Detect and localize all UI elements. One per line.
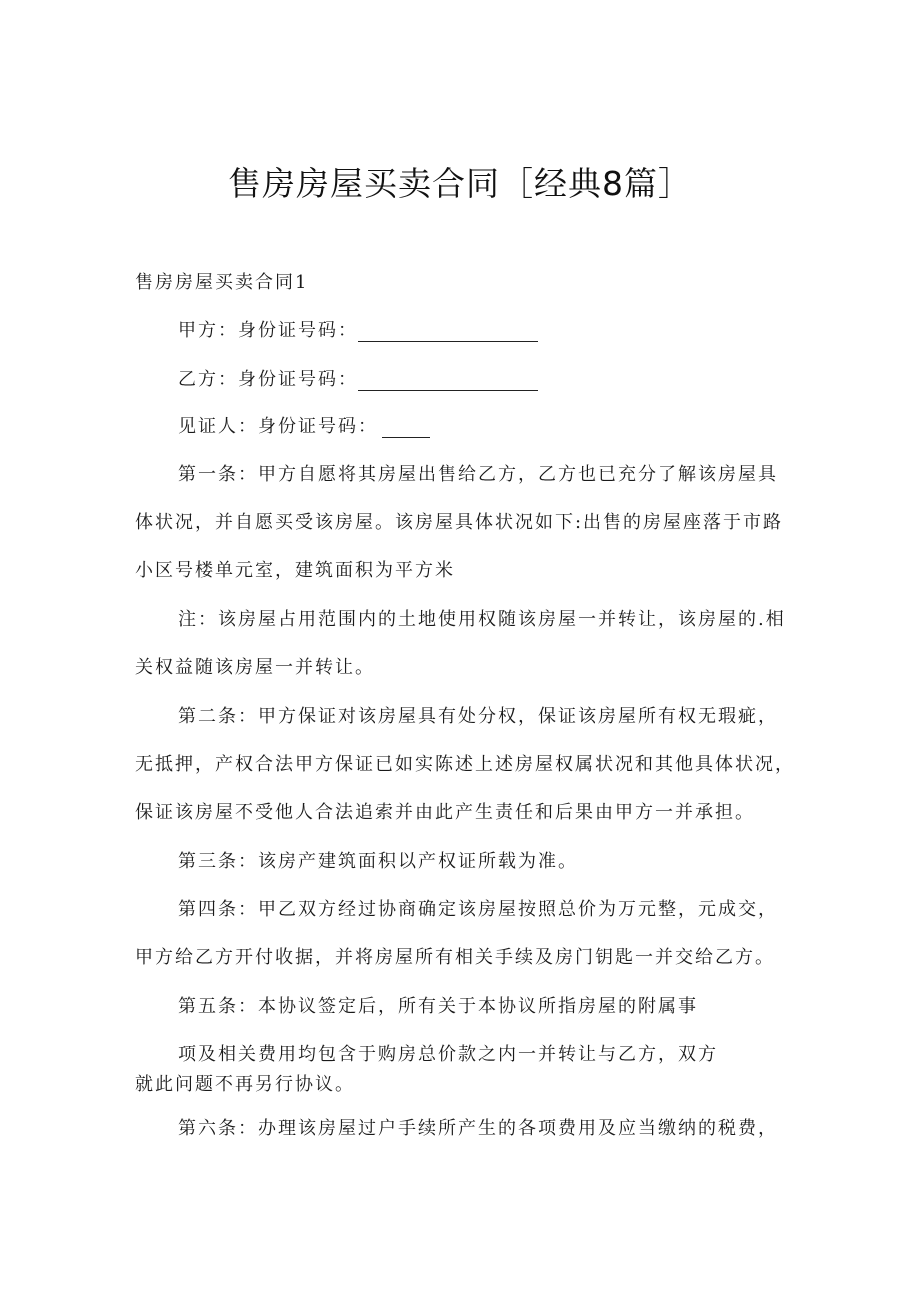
paragraph-line: 小区号楼单元室，建筑面积为平方米	[135, 560, 455, 581]
party-b-id-blank	[358, 372, 538, 391]
party-a-line	[178, 316, 538, 342]
party-a-id-blank	[358, 323, 538, 342]
paragraph-line: 注：该房屋占用范围内的土地使用权随该房屋一并转让，该房屋的.相	[178, 609, 786, 630]
document-title: 售房房屋买卖合同［经典8篇］	[228, 164, 692, 203]
party-b-label: 乙方：身份证号码：	[178, 369, 358, 390]
paragraph-line: 体状况，并自愿买受该房屋。该房屋具体状况如下:出售的房屋座落于市路	[135, 512, 784, 533]
paragraph-line: 第三条：该房产建筑面积以产权证所载为准。	[178, 851, 578, 872]
paragraph-line: 第四条：甲乙双方经过协商确定该房屋按照总价为万元整，元成交，	[178, 899, 778, 920]
witness-line	[178, 412, 430, 438]
paragraph-line: 关权益随该房屋一并转让。	[135, 657, 375, 678]
paragraph-line: 就此问题不再另行协议。	[135, 1074, 355, 1095]
paragraph-line: 甲方给乙方开付收据，并将房屋所有相关手续及房门钥匙一并交给乙方。	[135, 947, 775, 968]
party-a-label: 甲方：身份证号码：	[178, 320, 358, 341]
paragraph-line: 第二条：甲方保证对该房屋具有处分权，保证该房屋所有权无瑕疵，	[178, 706, 778, 727]
paragraph-line: 保证该房屋不受他人合法追索并由此产生责任和后果由甲方一并承担。	[135, 802, 755, 823]
section-heading: 售房房屋买卖合同1	[135, 272, 309, 293]
paragraph-line: 项及相关费用均包含于购房总价款之内一并转让与乙方，双方	[178, 1044, 718, 1065]
party-b-line	[178, 365, 538, 391]
paragraph-line: 第一条：甲方自愿将其房屋出售给乙方，乙方也已充分了解该房屋具	[178, 464, 778, 485]
witness-label: 见证人：身份证号码：	[178, 416, 378, 437]
paragraph-line: 第五条：本协议签定后，所有关于本协议所指房屋的附属事	[178, 996, 698, 1017]
paragraph-line: 无抵押，产权合法甲方保证已如实陈述上述房屋权属状况和其他具体状况，	[135, 754, 795, 775]
paragraph-line: 第六条：办理该房屋过户手续所产生的各项费用及应当缴纳的税费，	[178, 1118, 778, 1139]
witness-id-blank	[382, 419, 430, 438]
